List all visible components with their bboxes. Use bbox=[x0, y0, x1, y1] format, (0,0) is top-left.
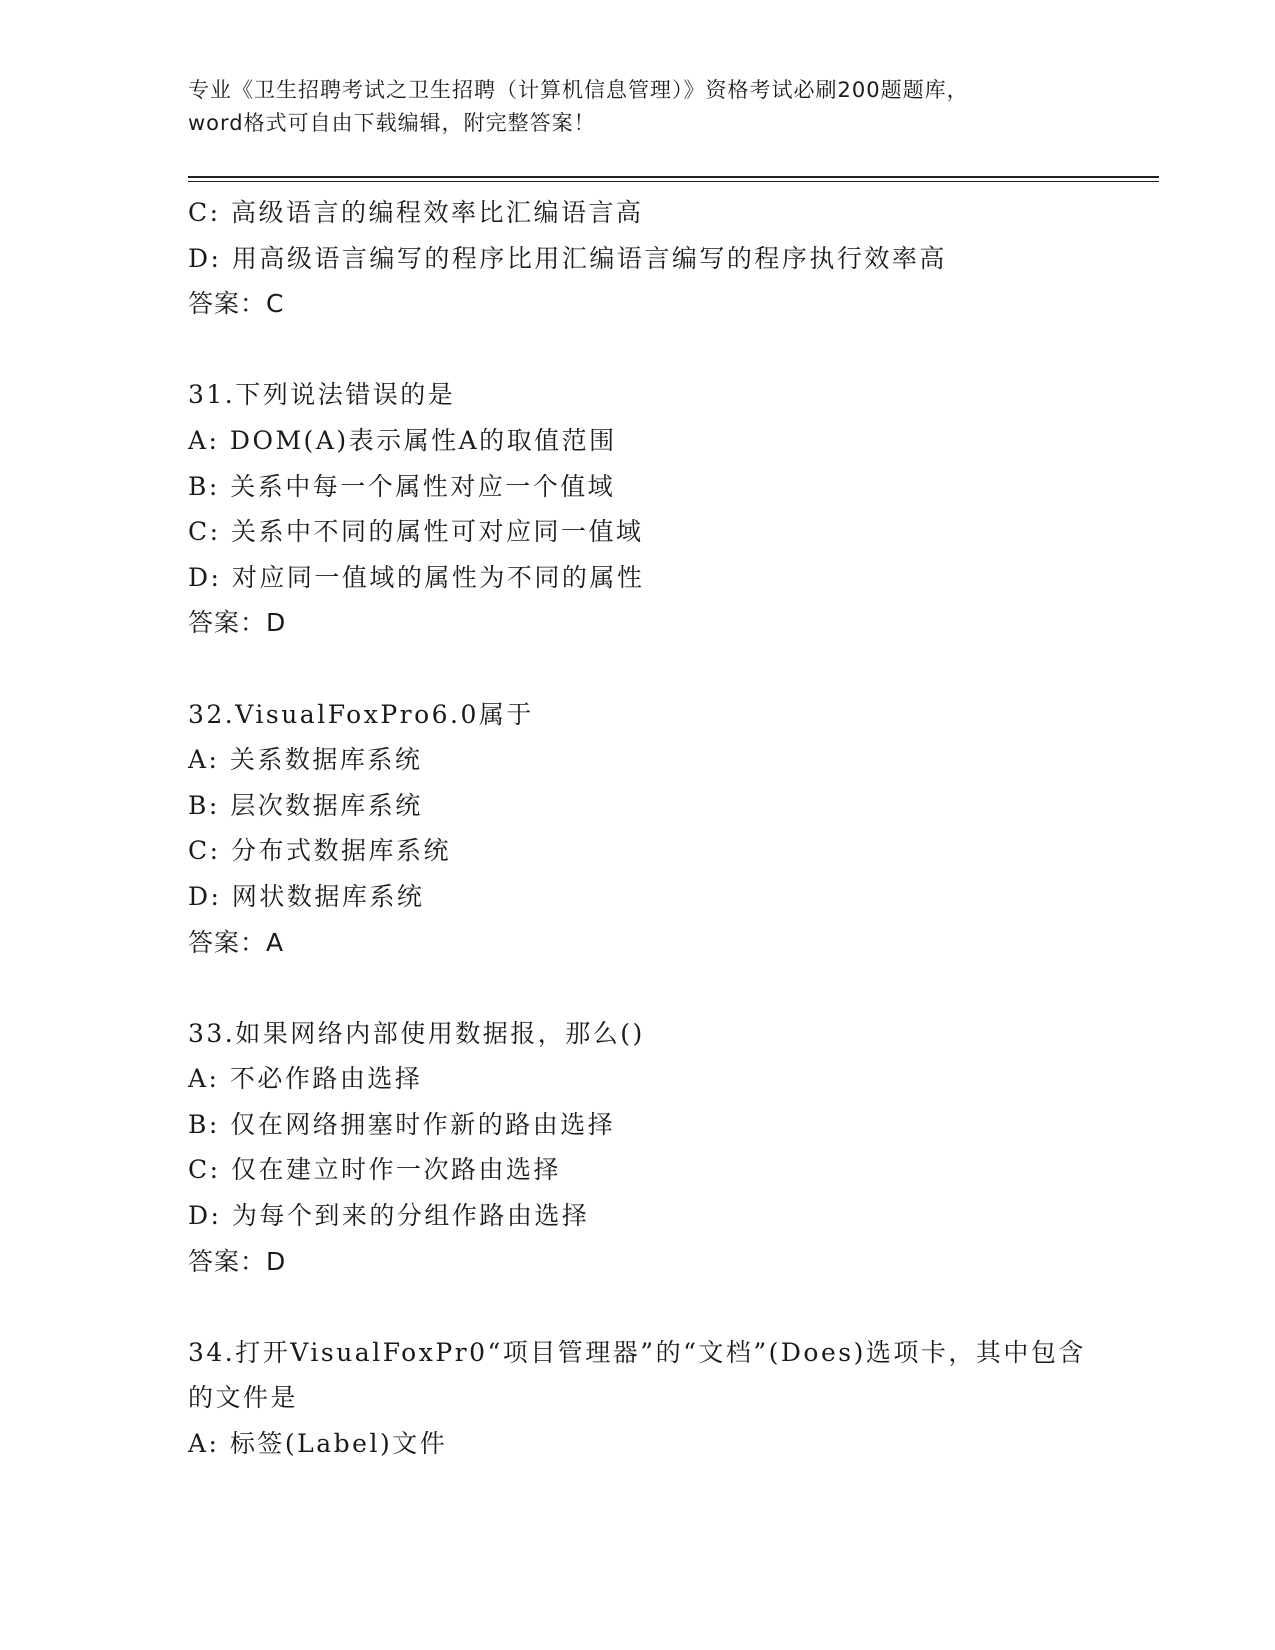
spacer bbox=[188, 646, 1108, 692]
option-b: B: 层次数据库系统 bbox=[188, 790, 423, 820]
option-d: D: 为每个到来的分组作路由选择 bbox=[188, 1201, 590, 1231]
option-c: C: 分布式数据库系统 bbox=[188, 836, 451, 866]
spacer bbox=[188, 1284, 1108, 1330]
option-b: B: 关系中每一个属性对应一个值域 bbox=[188, 471, 616, 501]
question-34 bbox=[188, 1330, 1108, 1467]
divider-thick-line bbox=[188, 176, 1159, 178]
option-a: A: 标签(Label)文件 bbox=[188, 1429, 448, 1459]
answer-line: 答案：A bbox=[188, 927, 285, 957]
spacer bbox=[188, 327, 1108, 373]
option-a: A: 不必作路由选择 bbox=[188, 1064, 423, 1094]
header-divider bbox=[188, 176, 1159, 182]
option-b: B: 仅在网络拥塞时作新的路由选择 bbox=[188, 1109, 616, 1139]
question-33 bbox=[188, 1011, 1108, 1285]
answer-line: 答案：D bbox=[188, 1246, 287, 1276]
divider-thin-line bbox=[188, 181, 1159, 182]
option-d: D: 用高级语言编写的程序比用汇编语言编写的程序执行效率高 bbox=[188, 243, 947, 273]
question-list bbox=[188, 190, 1108, 1467]
question-stem: 33.如果网络内部使用数据报，那么() bbox=[188, 1018, 645, 1048]
option-a: A: DOM(A)表示属性A的取值范围 bbox=[188, 425, 617, 455]
question-stem: 31.下列说法错误的是 bbox=[188, 380, 456, 410]
document-header bbox=[188, 74, 1088, 140]
question-stem: 34.打开VisualFoxPr0“项目管理器”的“文档”(Does)选项卡，其中包含的文件是 bbox=[188, 1337, 1086, 1413]
question-30-continued bbox=[188, 190, 1108, 327]
option-c: C: 关系中不同的属性可对应同一值域 bbox=[188, 517, 644, 547]
question-stem: 32.VisualFoxPro6.0属于 bbox=[188, 699, 534, 729]
option-d: D: 对应同一值域的属性为不同的属性 bbox=[188, 562, 645, 592]
option-c: C: 高级语言的编程效率比汇编语言高 bbox=[188, 198, 644, 227]
header-title-line-2: word格式可自由下载编辑，附完整答案！ bbox=[188, 111, 596, 135]
spacer bbox=[188, 965, 1108, 1011]
question-32 bbox=[188, 692, 1108, 966]
option-d: D: 网状数据库系统 bbox=[188, 881, 425, 911]
header-title-line-1: 专业《卫生招聘考试之卫生招聘（计算机信息管理）》资格考试必刷200题题库， bbox=[188, 78, 969, 102]
question-31 bbox=[188, 372, 1108, 646]
answer-line: 答案：D bbox=[188, 608, 287, 638]
answer-line: 答案：C bbox=[188, 289, 285, 319]
option-a: A: 关系数据库系统 bbox=[188, 745, 423, 775]
option-c: C: 仅在建立时作一次路由选择 bbox=[188, 1155, 561, 1185]
